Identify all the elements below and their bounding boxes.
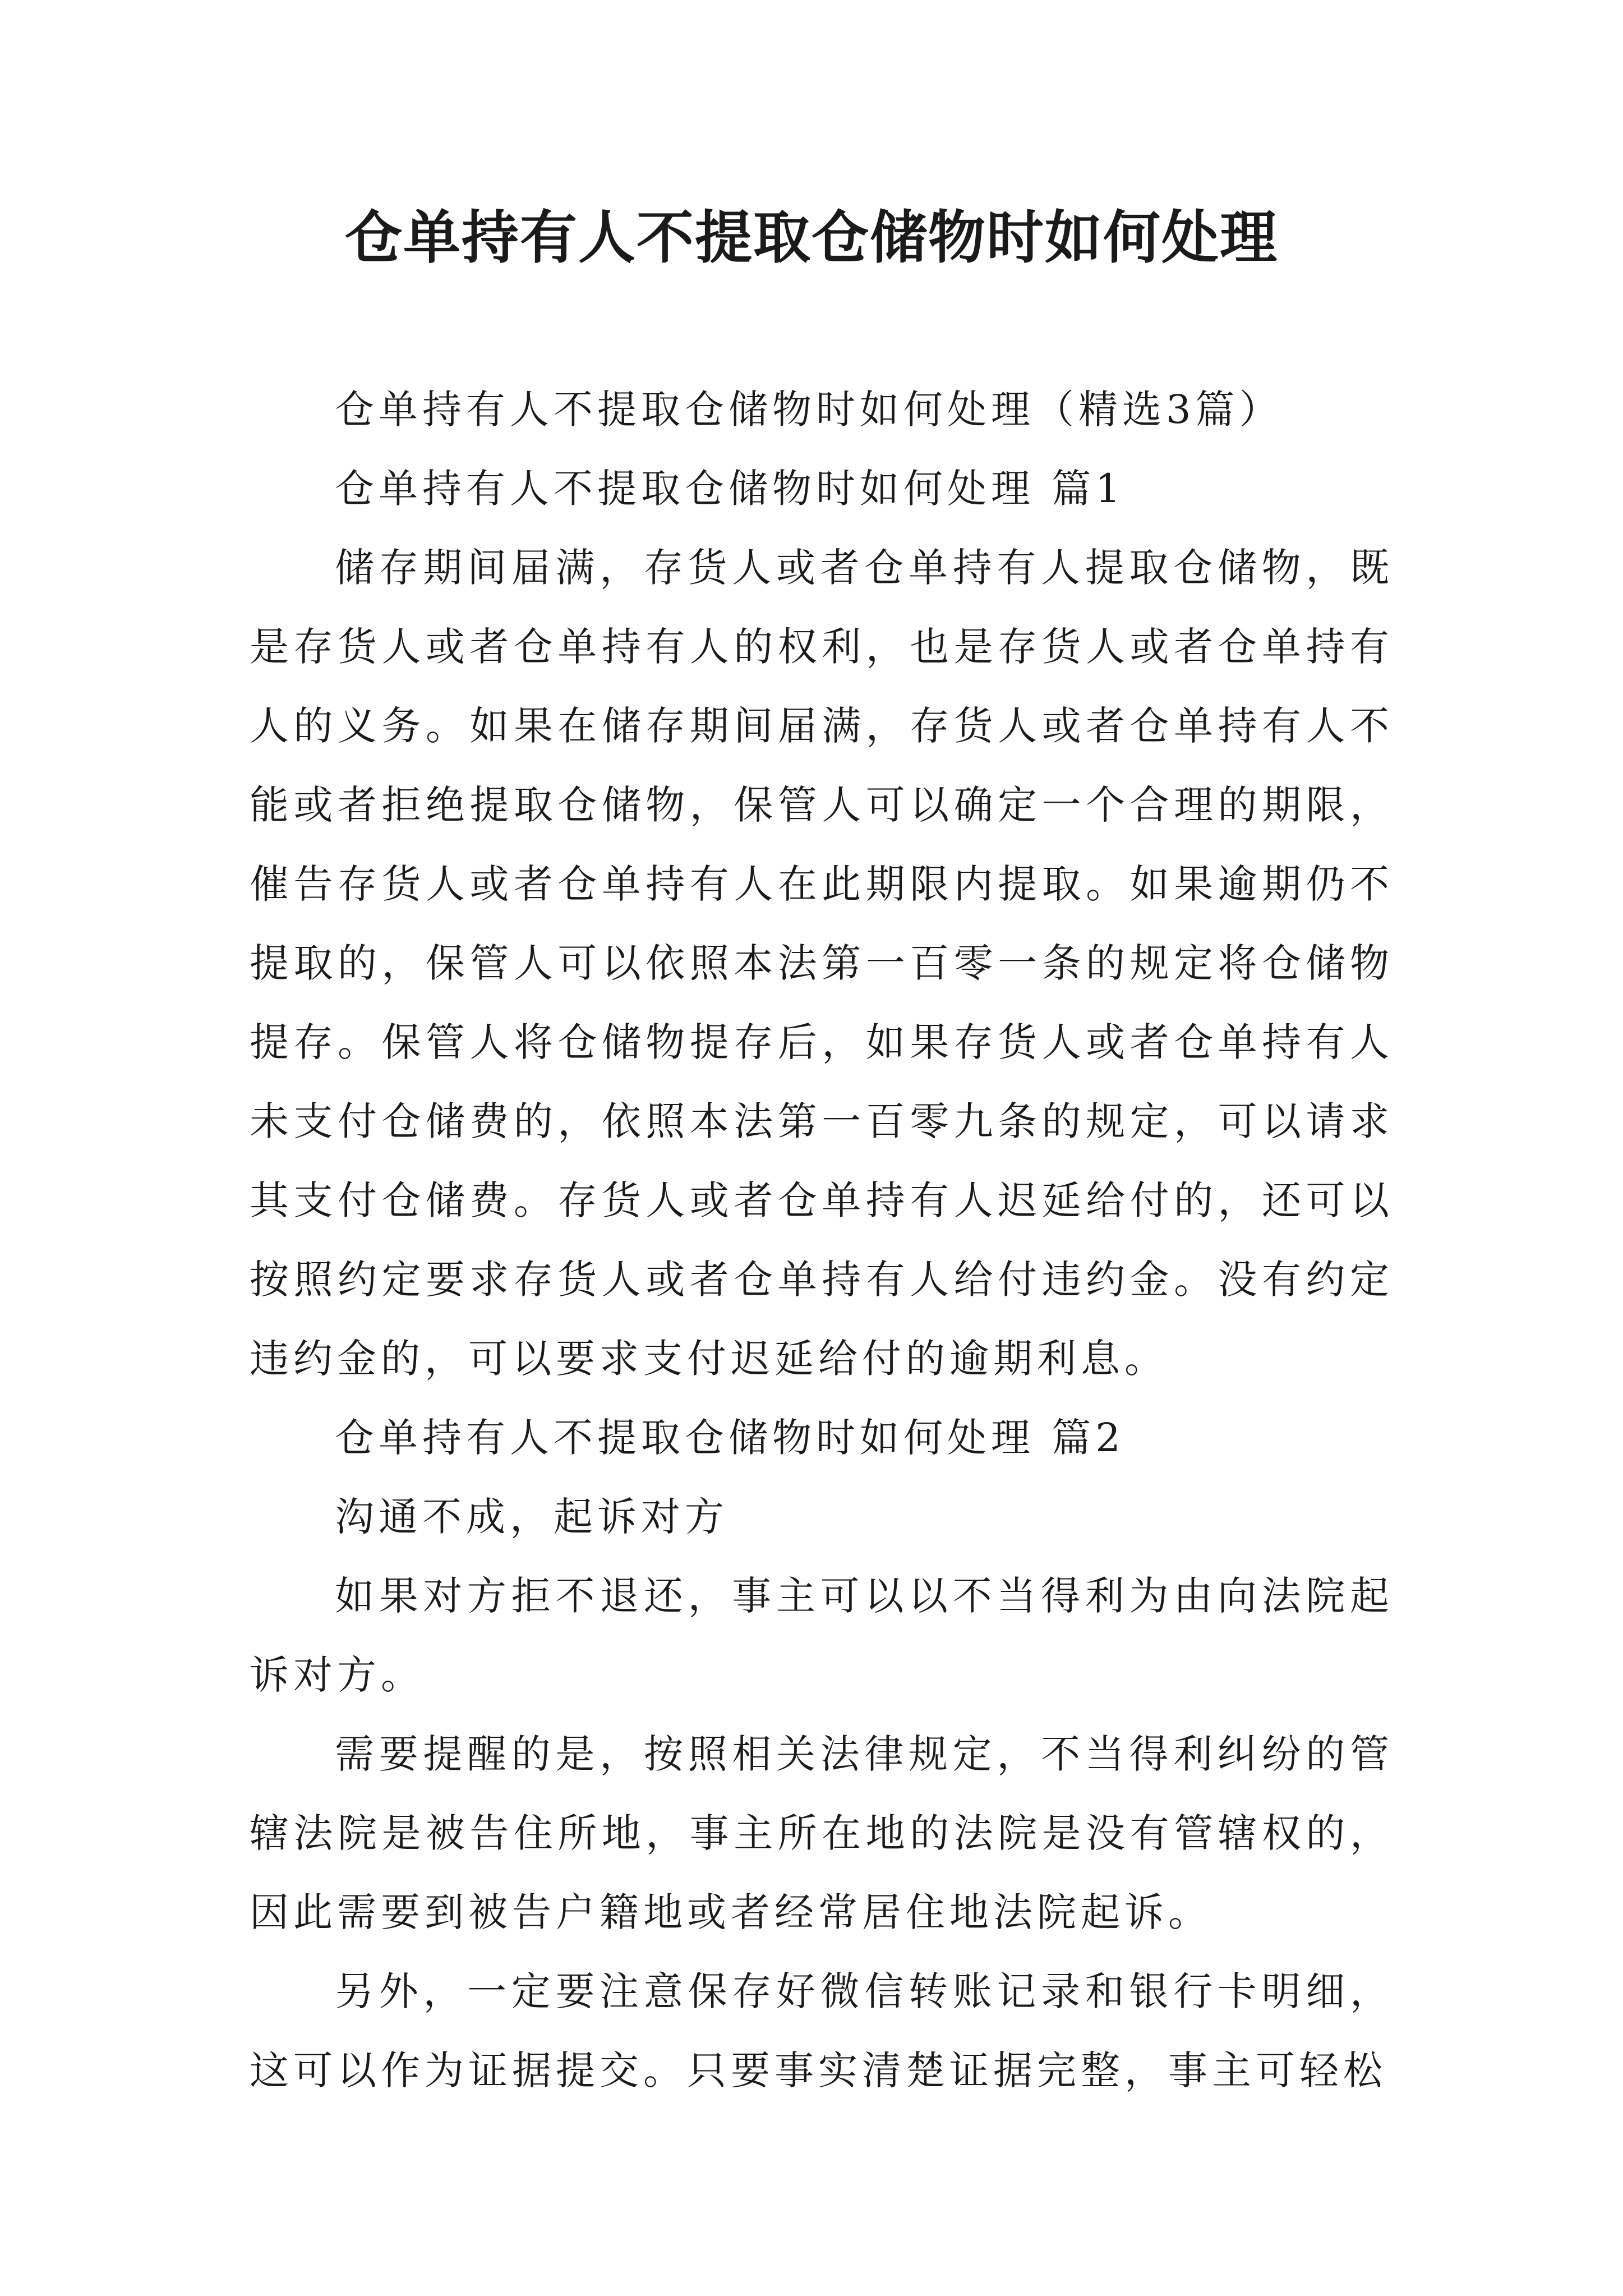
paragraph: 如果对方拒不退还，事主可以以不当得利为由向法院起诉对方。 — [250, 1573, 1394, 1698]
document-body — [250, 370, 1394, 2110]
document-title: 仓单持有人不提取仓储物时如何处理 — [345, 205, 1278, 272]
paragraph: 沟通不成，起诉对方 — [335, 1494, 728, 1540]
section-heading-2: 仓单持有人不提取仓储物时如何处理 篇2 — [335, 1415, 1125, 1461]
paragraph: 需要提醒的是，按照相关法律规定，不当得利纠纷的管辖法院是被告住所地，事主所在地的法院是没有管辖权的，因此需要到被告户籍地或者经常居住地法院起诉。 — [250, 1731, 1394, 1935]
paragraph: 另外，一定要注意保存好微信转账记录和银行卡明细，这可以作为证据提交。只要事实清楚证据完整，事主可轻松 — [250, 1968, 1394, 2093]
paragraph-subtitle: 仓单持有人不提取仓储物时如何处理（精选3篇） — [335, 386, 1283, 432]
section-heading-1: 仓单持有人不提取仓储物时如何处理 篇1 — [335, 466, 1125, 512]
paragraph: 储存期间届满，存货人或者仓单持有人提取仓储物，既是存货人或者仓单持有人的权利，也是存货人或者仓单持有人的义务。如果在储存期间届满，存货人或者仓单持有人不能或者拒绝提取仓储物，保管人可以确定一个合理的期限，催告存货人或者仓单持有人在此期限内提取。如果逾期仍不提取的，保管人可以依照本法第一百零一条的规定将仓储物提存。保管人将仓储物提存后，如果存货人或者仓单持有人未支付仓储费的，依照本法第一百零九条的规定，可以请求其支付仓储费。存货人或者仓单持有人迟延给付的，还可以按照约定要求存货人或者仓单持有人给付违约金。没有约定违约金的，可以要求支付迟延给付的逾期利息。 — [250, 545, 1394, 1382]
